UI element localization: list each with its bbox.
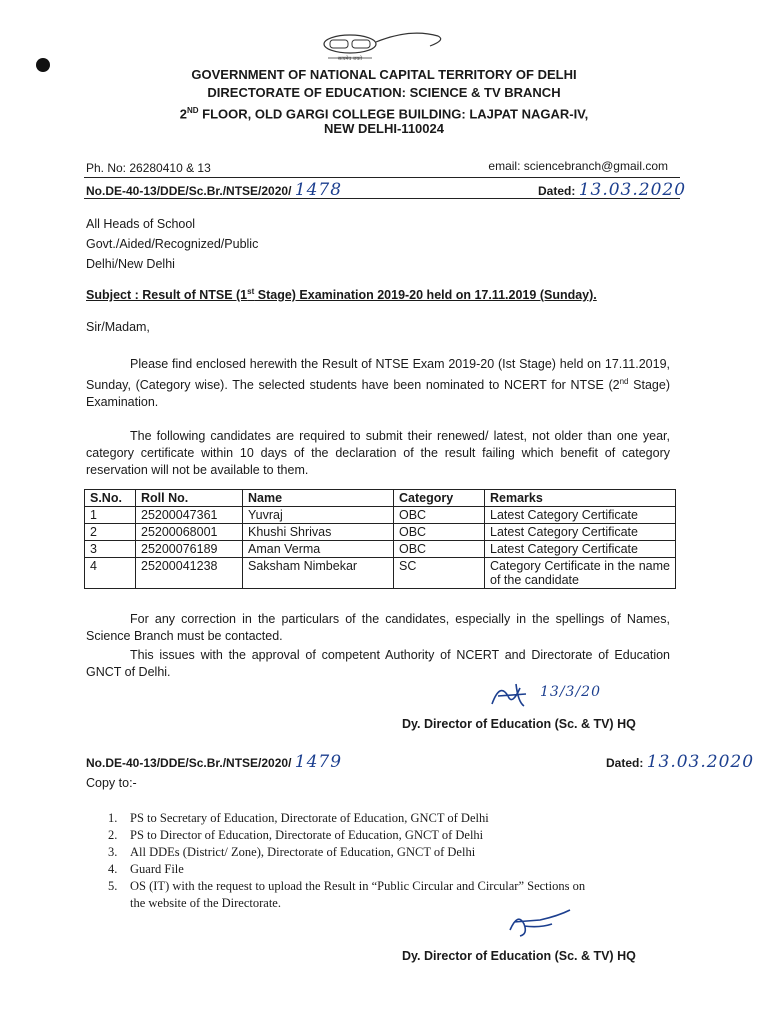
date-handwritten: 13.03.2020 [578, 180, 687, 200]
addressee-line-1: All Heads of School [86, 217, 196, 231]
addressee-line-2: Govt./Aided/Recognized/Public [86, 237, 259, 251]
list-item-continuation: the website of the Directorate. [130, 896, 281, 910]
header-line-2: DIRECTORATE OF EDUCATION: SCIENCE & TV BRANCH [207, 85, 561, 100]
list-item: 3. All DDEs (District/ Zone), Directorate of Education, GNCT of Delhi [108, 845, 476, 859]
reference-date: Dated: 13.03.2020 [538, 180, 687, 200]
email-address: email: sciencebranch@gmail.com [488, 159, 668, 173]
table-header-row [85, 490, 676, 507]
list-item: 5. OS (IT) with the request to upload the Result in “Public Circular and Circular” Sections on [108, 879, 586, 893]
col-header-sno: S.No. [85, 490, 136, 507]
reference-number: No.DE-40-13/DDE/Sc.Br./NTSE/2020/ 1478 [86, 180, 343, 200]
header-divider [84, 177, 680, 178]
table-row: 3 25200076189 Aman Verma OBC Latest Category Certificate [85, 541, 676, 558]
addressee-block [86, 214, 258, 274]
paragraph-category-certificate: The following candidates are required to submit their renewed/ latest, not older than one year, category certificate within 10 days of the declaration of the result failing which benefit of category reservation will not be available to them. [86, 429, 670, 477]
col-header-category: Category [394, 490, 485, 507]
copy-to-label: Copy to:- [86, 776, 137, 790]
table-row: 4 25200041238 Saksham Nimbekar SC Category Certificate in the name of the candidate [85, 558, 676, 589]
col-header-roll: Roll No. [136, 490, 243, 507]
reference-number-copy: No.DE-40-13/DDE/Sc.Br./NTSE/2020/ 1479 [86, 752, 343, 772]
paragraph-approval: This issues with the approval of competent Authority of NCERT and Directorate of Education GNCT of Delhi. [86, 648, 670, 679]
list-item: 4. Guard File [108, 862, 184, 876]
signatory-title-2: Dy. Director of Education (Sc. & TV) HQ [402, 949, 636, 963]
emblem-motto: सत्यमेव जयते [337, 56, 363, 62]
list-item: 1. PS to Secretary of Education, Directorate of Education, GNCT of Delhi [108, 811, 489, 825]
col-header-remarks: Remarks [485, 490, 676, 507]
signatory-title-1: Dy. Director of Education (Sc. & TV) HQ [402, 717, 636, 731]
header-line-3: 2ND FLOOR, OLD GARGI COLLEGE BUILDING: LAJPAT NAGAR-IV, [179, 106, 589, 122]
table-row: 1 25200047361 Yuvraj OBC Latest Category Certificate [85, 507, 676, 524]
salutation: Sir/Madam, [86, 320, 150, 334]
signature-2-image [500, 906, 580, 942]
reference-number-copy-handwritten: 1479 [294, 752, 343, 772]
col-header-name: Name [243, 490, 394, 507]
list-item: 2. PS to Director of Education, Directorate of Education, GNCT of Delhi [108, 828, 484, 842]
candidates-table [84, 489, 676, 589]
paragraph-result-enclosed: Please find enclosed herewith the Result of NTSE Exam 2019-20 (Ist Stage) held on 17.11.2019, Sunday, (Category wise). The selected students have been nominated to NCERT for NTSE (2nd Stage) Examination. [86, 357, 670, 410]
paragraph-correction: For any correction in the particulars of the candidates, especially in the spellings of Names, Science Branch must be contacted. [86, 612, 670, 643]
copy-to-list [108, 810, 680, 912]
subject-line: Subject : Result of NTSE (1st Stage) Examination 2019-20 held on 17.11.2019 (Sunday). [86, 287, 597, 303]
signature-1-date: 13/3/20 [540, 684, 601, 700]
phone-number: Ph. No: 26280410 & 13 [86, 161, 211, 175]
addressee-line-3: Delhi/New Delhi [86, 257, 175, 271]
reference-divider [84, 198, 680, 199]
reference-date-copy: Dated: 13.03.2020 [606, 752, 755, 772]
header-line-4: NEW DELHI-110024 [324, 121, 444, 136]
reference-number-handwritten: 1478 [294, 180, 343, 200]
date-copy-handwritten: 13.03.2020 [646, 752, 755, 772]
header-line-1: GOVERNMENT OF NATIONAL CAPITAL TERRITORY OF DELHI [191, 67, 577, 82]
table-row: 2 25200068001 Khushi Shrivas OBC Latest Category Certificate [85, 524, 676, 541]
